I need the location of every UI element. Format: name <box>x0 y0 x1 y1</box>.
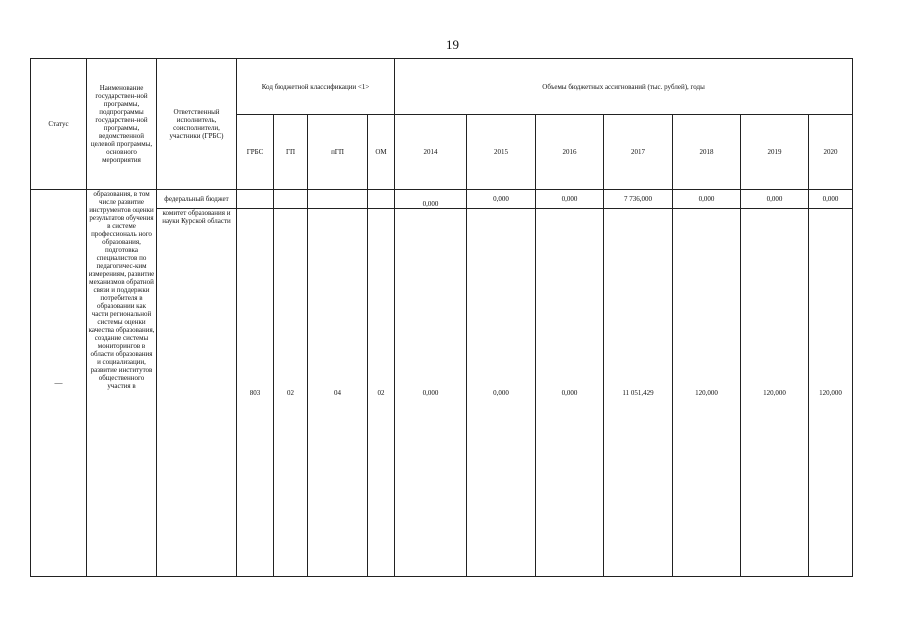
year-header-2020: 2020 <box>809 115 853 190</box>
code-cell: 04 <box>308 209 368 577</box>
code-cell: 02 <box>274 209 308 577</box>
value-cell: 120,000 <box>809 209 853 577</box>
code-header-grbs: ГРБС <box>237 115 274 190</box>
year-header-2016: 2016 <box>536 115 604 190</box>
responsible-header: Ответственный исполнитель, соисполнители, участники (ГРБС) <box>157 59 237 190</box>
value-cell: 0,000 <box>536 209 604 577</box>
value-cell: 0,000 <box>673 190 741 209</box>
code-header-om: ОМ <box>368 115 395 190</box>
responsible-cell: федеральный бюджет <box>157 190 237 209</box>
value-cell: 0,000 <box>536 190 604 209</box>
code-cell: 803 <box>237 209 274 577</box>
value-cell: 0,000 <box>467 209 536 577</box>
code-cell <box>368 190 395 209</box>
activity-name-cell: образования, в том числе развитие инструментов оценки результатов обучения в системе профессиональ ного образования, подготовка специалистов по педагогичес-ким измерениям, развитие механизмов обратной связи и поддержки потребителя в образовании как части региональной системы оценки качества образования, создание системы мониторингов в области образования и социализации, развитие институтов общественного участия в <box>87 190 157 577</box>
value-cell: 0,000 <box>395 209 467 577</box>
code-cell <box>237 190 274 209</box>
year-header-2018: 2018 <box>673 115 741 190</box>
value-cell: 0,000 <box>741 190 809 209</box>
year-header-2014: 2014 <box>395 115 467 190</box>
value-cell: 0,000 <box>395 190 467 209</box>
value-cell: 7 736,000 <box>604 190 673 209</box>
header-row-top <box>31 59 853 115</box>
year-header-2015: 2015 <box>467 115 536 190</box>
code-header-pgp: пГП <box>308 115 368 190</box>
year-header-2017: 2017 <box>604 115 673 190</box>
status-cell <box>31 190 87 577</box>
code-cell <box>308 190 368 209</box>
status-header: Статус <box>31 59 87 190</box>
responsible-cell: комитет образования и науки Курской области <box>157 209 237 577</box>
code-cell: 02 <box>368 209 395 577</box>
value-cell: 11 051,429 <box>604 209 673 577</box>
table-row <box>31 190 853 209</box>
page-number: 19 <box>446 37 459 52</box>
volumes-group-header: Объемы бюджетных ассигнований (тыс. рублей), годы <box>395 59 853 115</box>
status-mark: — <box>54 378 63 387</box>
value-cell: 120,000 <box>673 209 741 577</box>
value-cell: 0,000 <box>809 190 853 209</box>
value-cell: 0,000 <box>467 190 536 209</box>
budget-table <box>30 58 853 577</box>
name-header: Наименование государствен-ной программы, подпрограммы государствен-ной программы, ведомственной целевой программы, основного мероприятия <box>87 59 157 190</box>
code-header-gp: ГП <box>274 115 308 190</box>
value-cell: 120,000 <box>741 209 809 577</box>
code-cell <box>274 190 308 209</box>
budget-code-group-header: Код бюджетной классификации <1> <box>237 59 395 115</box>
year-header-2019: 2019 <box>741 115 809 190</box>
